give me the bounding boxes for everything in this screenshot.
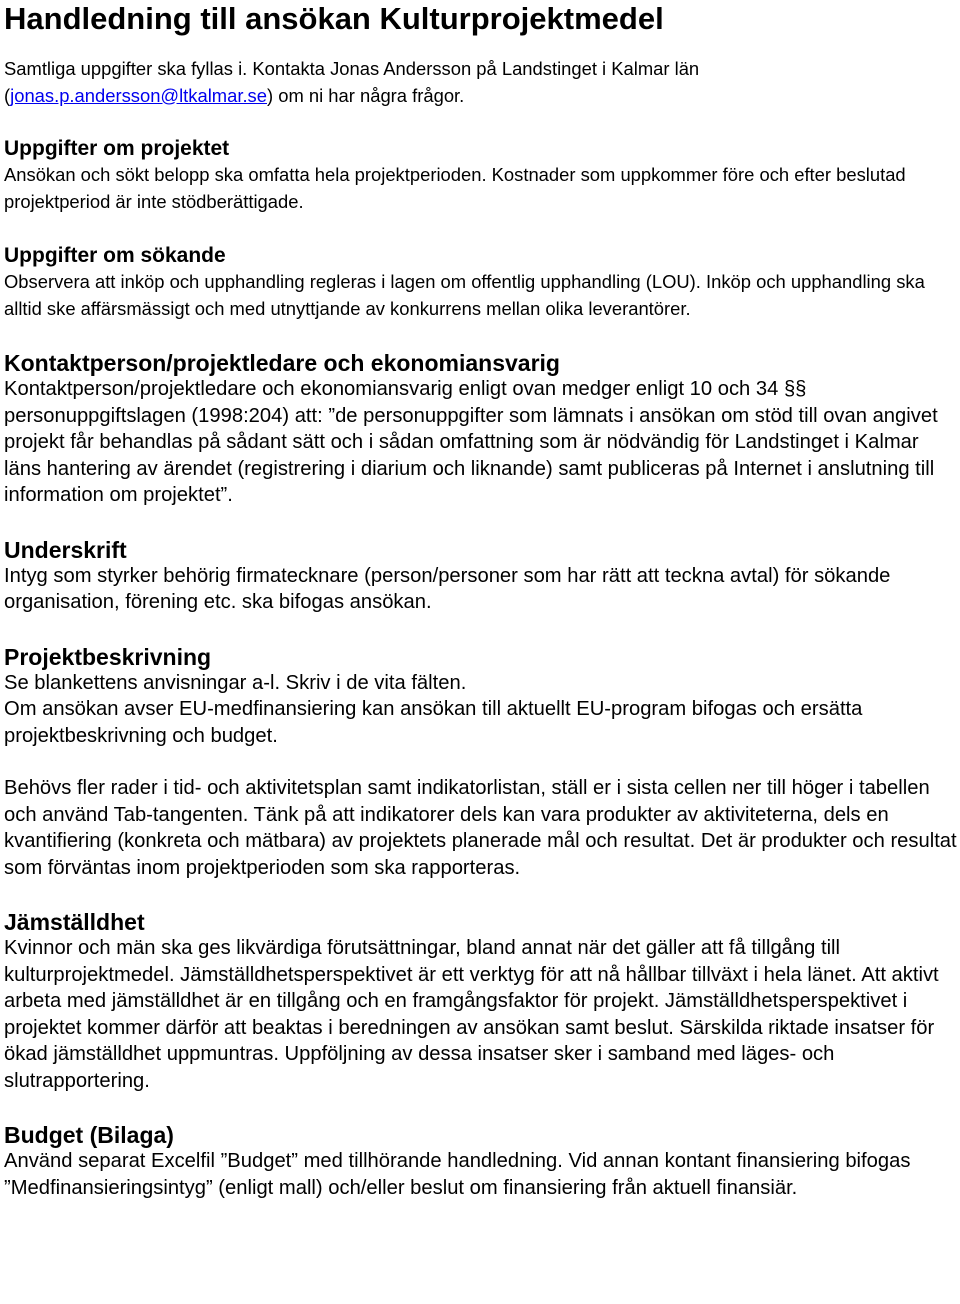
section-body: Ansökan och sökt belopp ska omfatta hela projektperioden. Kostnader som uppkommer före och efter beslutad projektperiod är inte stödberättigade. (4, 164, 906, 212)
section-heading: Uppgifter om projektet (4, 137, 230, 160)
section-kontaktperson (4, 350, 958, 509)
section-budget (4, 1122, 958, 1201)
section-body: Intyg som styrker behörig firmatecknare (person/personer som har rätt att teckna avtal) för sökande organisation, förening etc. ska bifogas ansökan. (4, 564, 891, 613)
section-heading: Underskrift (4, 536, 127, 563)
section-body: Kvinnor och män ska ges likvärdiga förutsättningar, bland annat när det gäller att få tillgång till kulturprojektmedel. Jämställdhetsperspektivet är ett verktyg för att nå hållbar tillväxt i hela länet. Att aktivt arbeta med jämställdhet är en tillgång och en framgångsfaktor för projekt. Jämställdhetsperspektivet i projektet kommer därför att beaktas i beredningen av ansökan samt beslut. Särskilda riktade insatser för ökad jämställdhet uppmuntras. Uppföljning av dessa insatser sker i samband med läges- och slutrapportering. (4, 937, 939, 1092)
section-body-line-2: Om ansökan avser EU-medfinansiering kan ansökan till aktuellt EU-program bifogas och ersätta projektbeskrivning och budget. (4, 698, 863, 747)
section-projektbeskrivning (4, 644, 958, 882)
document-page (4, 0, 958, 1201)
section-heading: Projektbeskrivning (4, 643, 212, 670)
section-uppgifter-om-sokande (4, 243, 958, 322)
document-title: Handledning till ansökan Kulturprojektmedel (4, 1, 664, 36)
section-heading: Budget (Bilaga) (4, 1122, 174, 1148)
section-heading: Uppgifter om sökande (4, 244, 226, 267)
section-underskrift (4, 537, 958, 616)
intro-text-after: ) om ni har några frågor. (266, 84, 465, 106)
section-body-paragraph-2: Behövs fler rader i tid- och aktivitetsplan samt indikatorlistan, ställ er i sista cellen ner till höger i tabellen och använd Tab-tangenten. Tänk på att indikatorer dels kan vara produkter av aktiviteterna, dels en kvantifiering (konkreta och mätbara) av projektets planerade mål och resultat. Det är produkter och resultat som förväntas inom projektperioden som ska rapporteras. (4, 777, 957, 879)
section-heading: Jämställdhet (4, 909, 145, 935)
section-body: Kontaktperson/projektledare och ekonomiansvarig enligt ovan medger enligt 10 och 34 §§ personuppgiftslagen (1998:204) att: ”de personuppgifter som lämnats i ansökan om stöd till ovan angivet projekt får behandlas på sådant sätt och i sådan omfattning som är nödvändig för Landstinget i Kalmar läns hantering av ärendet (registrering i diarium och liknande) samt publiceras på Internet i anslutning till information om projektet”. (4, 378, 938, 506)
section-heading: Kontaktperson/projektledare och ekonomiansvarig (4, 350, 560, 376)
section-body-line-1: Se blankettens anvisningar a-l. Skriv i de vita fälten. (4, 671, 467, 694)
intro-text (4, 56, 958, 109)
section-jamstalldhet (4, 909, 958, 1094)
intro-section (4, 56, 958, 109)
intro-text-before: Samtliga uppgifter ska fyllas i. Kontakta Jonas Andersson på Landstinget i Kalmar län ( (4, 58, 700, 106)
contact-email-link[interactable]: jonas.p.andersson@ltkalmar.se (10, 84, 267, 106)
section-body: Observera att inköp och upphandling regleras i lagen om offentlig upphandling (LOU). Inköp och upphandling ska alltid ske affärsmässigt och med utnyttjande av konkurrens mellan olika leverantörer. (4, 271, 925, 319)
section-uppgifter-om-projektet (4, 136, 958, 215)
section-body: Använd separat Excelfil ”Budget” med tillhörande handledning. Vid annan kontant finansiering bifogas ”Medfinansieringsintyg” (enligt mall) och/eller beslut om finansiering från aktuell finansiär. (4, 1150, 911, 1199)
